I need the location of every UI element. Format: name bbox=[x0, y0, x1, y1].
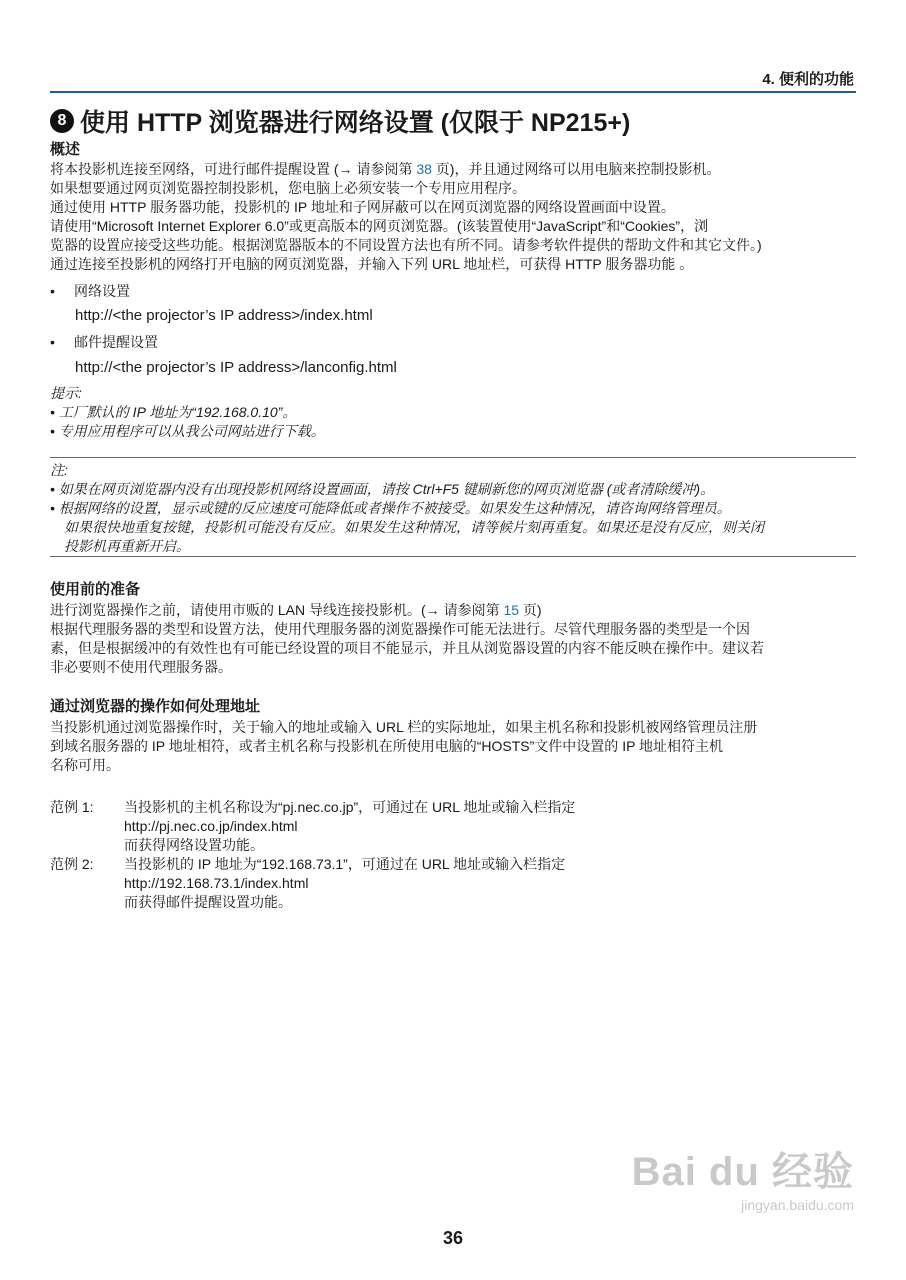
prep-body bbox=[50, 601, 860, 677]
overview-body bbox=[50, 160, 860, 274]
watermark-url: jingyan.baidu.com bbox=[741, 1197, 854, 1213]
bullet-network-settings bbox=[50, 282, 130, 301]
example-1-label: 范例 1: bbox=[50, 799, 94, 815]
page-link-15[interactable]: 15 bbox=[503, 602, 520, 618]
prep-line-1 bbox=[50, 601, 860, 620]
example-1-line-1: 当投影机的主机名称设为“pj.nec.co.jp”，可通过在 URL 地址或输入栏指定 bbox=[124, 799, 576, 815]
note-block bbox=[50, 461, 860, 556]
example-1 bbox=[50, 798, 860, 855]
example-2-label: 范例 2: bbox=[50, 856, 94, 872]
note-bottom-rule bbox=[50, 556, 856, 557]
note-item-continued: 投影机再重新开启。 bbox=[64, 538, 190, 554]
page-link-38[interactable]: 38 bbox=[416, 161, 432, 177]
note-label: 注: bbox=[50, 462, 68, 478]
overview-line-1b: 页)，并且通过网络可以用电脑来控制投影机。 bbox=[431, 161, 721, 177]
overview-line-4: 请使用“Microsoft Internet Explorer 6.0”或更高版本的网页浏览器。(该装置使用“JavaScript”和“Cookies”，浏 bbox=[50, 218, 709, 234]
hint-item: • 专用应用程序可以从我公司网站进行下载。 bbox=[50, 423, 325, 439]
overview-line-1a: 将本投影机连接至网络，可进行邮件提醒设置 (→ 请参阅第 bbox=[50, 161, 417, 177]
example-1-url: http://pj.nec.co.jp/index.html bbox=[124, 818, 298, 834]
baidu-watermark bbox=[632, 1140, 854, 1213]
address-body bbox=[50, 718, 860, 775]
bullet-mail-alert-settings bbox=[50, 333, 158, 352]
overview-heading: 概述 bbox=[50, 141, 81, 158]
example-2-line-1: 当投影机的 IP 地址为“192.168.73.1”，可通过在 URL 地址或输入栏指定 bbox=[124, 856, 566, 872]
watermark-logo: Bai du 经验 bbox=[631, 1150, 854, 1194]
bullet-dot-icon: • bbox=[50, 283, 55, 299]
address-line-3: 名称可用。 bbox=[50, 757, 120, 773]
page-number: 36 bbox=[442, 1228, 464, 1248]
prep-line-1b: 页) bbox=[519, 602, 542, 618]
bullet-dot-icon: • bbox=[50, 334, 55, 350]
section-title bbox=[50, 103, 630, 139]
chapter-header: 4. 便利的功能 bbox=[762, 71, 854, 88]
section-number-icon: 8 bbox=[50, 109, 74, 133]
bullet-label: 网络设置 bbox=[74, 283, 130, 299]
address-line-1: 当投影机通过浏览器操作时，关于输入的地址或输入 URL 栏的实际地址，如果主机名称和投影机被网络管理员注册 bbox=[50, 719, 758, 735]
note-item: • 根据网络的设置，显示或键的反应速度可能降低或者操作不被接受。如果发生这种情况，请咨询网络管理员。 bbox=[50, 500, 731, 516]
url-index: http://<the projector’s IP address>/index.html bbox=[75, 307, 373, 324]
note-item: • 如果在网页浏览器内没有出现投影机网络设置画面，请按 Ctrl+F5 键刷新您的网页浏览器 (或者清除缓冲)。 bbox=[50, 481, 715, 497]
header-rule bbox=[50, 91, 856, 93]
hint-item: • 工厂默认的 IP 地址为“192.168.0.10”。 bbox=[50, 404, 297, 420]
bullet-label: 邮件提醒设置 bbox=[74, 334, 158, 350]
overview-line-3: 通过使用 HTTP 服务器功能，投影机的 IP 地址和子网屏蔽可以在网页浏览器的网络设置画面中设置。 bbox=[50, 199, 675, 215]
hint-block bbox=[50, 384, 325, 441]
overview-line-1 bbox=[50, 160, 860, 179]
overview-line-2: 如果想要通过网页浏览器控制投影机，您电脑上必须安装一个专用应用程序。 bbox=[50, 180, 526, 196]
url-lanconfig: http://<the projector’s IP address>/lanconfig.html bbox=[75, 359, 397, 376]
hint-label: 提示: bbox=[50, 385, 82, 401]
note-top-rule bbox=[50, 457, 856, 458]
prep-line-4: 非必要则不使用代理服务器。 bbox=[50, 659, 232, 675]
address-heading: 通过浏览器的操作如何处理地址 bbox=[50, 698, 261, 715]
example-2-line-3: 而获得邮件提醒设置功能。 bbox=[124, 894, 292, 910]
note-item-continued: 如果很快地重复按键，投影机可能没有反应。如果发生这种情况，请等候片刻再重复。如果还是没有反应，则关闭 bbox=[64, 519, 764, 535]
section-title-text: 使用 HTTP 浏览器进行网络设置 (仅限于 NP215+) bbox=[80, 109, 631, 137]
address-line-2: 到域名服务器的 IP 地址相符，或者主机名称与投影机在所使用电脑的“HOSTS”文件中设置的 IP 地址相符主机 bbox=[50, 738, 724, 754]
overview-line-6: 通过连接至投影机的网络打开电脑的网页浏览器，并输入下列 URL 地址栏，可获得 HTTP 服务器功能 。 bbox=[50, 256, 694, 272]
example-2 bbox=[50, 855, 860, 912]
prep-line-3: 素，但是根据缓冲的有效性也有可能已经设置的项目不能显示，并且从浏览器设置的内容不能反映在操作中。建议若 bbox=[50, 640, 764, 656]
overview-line-5: 览器的设置应接受这些功能。根据浏览器版本的不同设置方法也有所不同。请参考软件提供的帮助文件和其它文件。) bbox=[50, 237, 762, 253]
prep-line-1a: 进行浏览器操作之前，请使用市贩的 LAN 导线连接投影机。(→ 请参阅第 bbox=[50, 602, 504, 618]
example-1-line-3: 而获得网络设置功能。 bbox=[124, 837, 264, 853]
prep-line-2: 根据代理服务器的类型和设置方法，使用代理服务器的浏览器操作可能无法进行。尽管代理服务器的类型是一个因 bbox=[50, 621, 750, 637]
prep-heading: 使用前的准备 bbox=[50, 581, 141, 598]
example-2-url: http://192.168.73.1/index.html bbox=[124, 875, 309, 891]
